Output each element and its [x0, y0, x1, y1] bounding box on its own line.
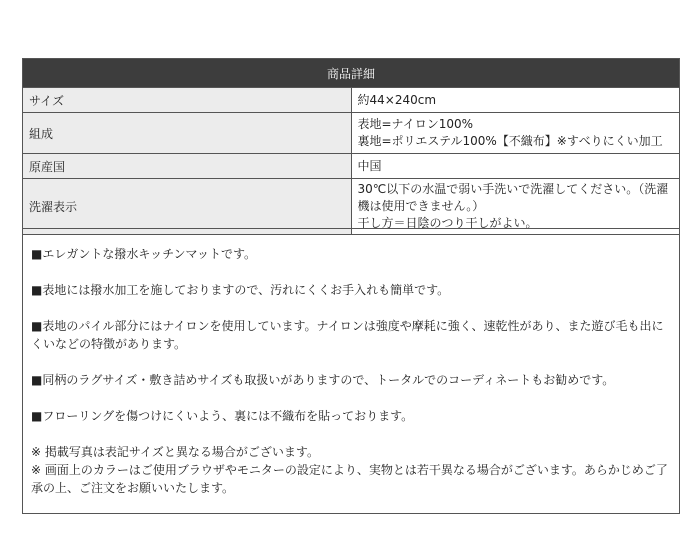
product-notes-box — [22, 228, 680, 514]
disclaimer-item: ※ 掲載写真は表記サイズと異なる場合がございます。 — [31, 445, 319, 459]
feature-item: ■同柄のラグサイズ・敷き詰めサイズも取扱いがありますので、トータルでのコーディネートもお勧めです。 — [31, 373, 615, 387]
table-row — [23, 179, 680, 235]
feature-item: ■エレガントな撥水キッチンマットです。 — [31, 247, 257, 261]
table-row — [23, 88, 680, 113]
feature-item: ■表地のパイル部分にはナイロンを使用しています。ナイロンは強度や摩耗に強く、速乾性があり、また遊び毛も出にくいなどの特徴があります。 — [31, 319, 664, 351]
spec-value-line: 裏地=ポリエステル100%【不織布】※すべりにくい加工 — [357, 134, 663, 148]
spec-value-line: 30℃以下の水温で弱い手洗いで洗濯してください。（洗濯機は使用できません。） — [357, 182, 669, 213]
spec-value-line: 中国 — [357, 158, 382, 173]
feature-item: ■フローリングを傷つけにくいよう、裏には不織布を貼っております。 — [31, 409, 414, 423]
feature-item: ■表地には撥水加工を施しておりますので、汚れにくくお手入れも簡単です。 — [31, 283, 450, 297]
disclaimer-item: ※ 画面上のカラーはご使用ブラウザやモニターの設定により、実物とは若干異なる場合がございます。あらかじめご了承の上、ご注文をお願いいたします。 — [31, 463, 668, 495]
spec-value-size — [351, 88, 680, 113]
spec-value-origin — [351, 154, 680, 179]
spec-value-material — [351, 113, 680, 154]
spec-label-size: サイズ — [23, 88, 352, 113]
table-row — [23, 154, 680, 179]
spec-label-material: 組成 — [23, 113, 352, 154]
spec-table-title: 商品詳細 — [23, 59, 680, 88]
product-detail-section — [22, 58, 680, 235]
spec-value-line: 約44×240cm — [357, 92, 437, 107]
spec-label-origin: 原産国 — [23, 154, 352, 179]
spec-value-line: 干し方＝日陰のつり干しがよい。 — [357, 216, 538, 230]
spec-value-line: 表地=ナイロン100% — [357, 117, 474, 131]
spec-table — [22, 58, 680, 235]
spec-value-washing — [351, 179, 680, 235]
spec-label-washing: 洗濯表示 — [23, 179, 352, 235]
table-row — [23, 113, 680, 154]
